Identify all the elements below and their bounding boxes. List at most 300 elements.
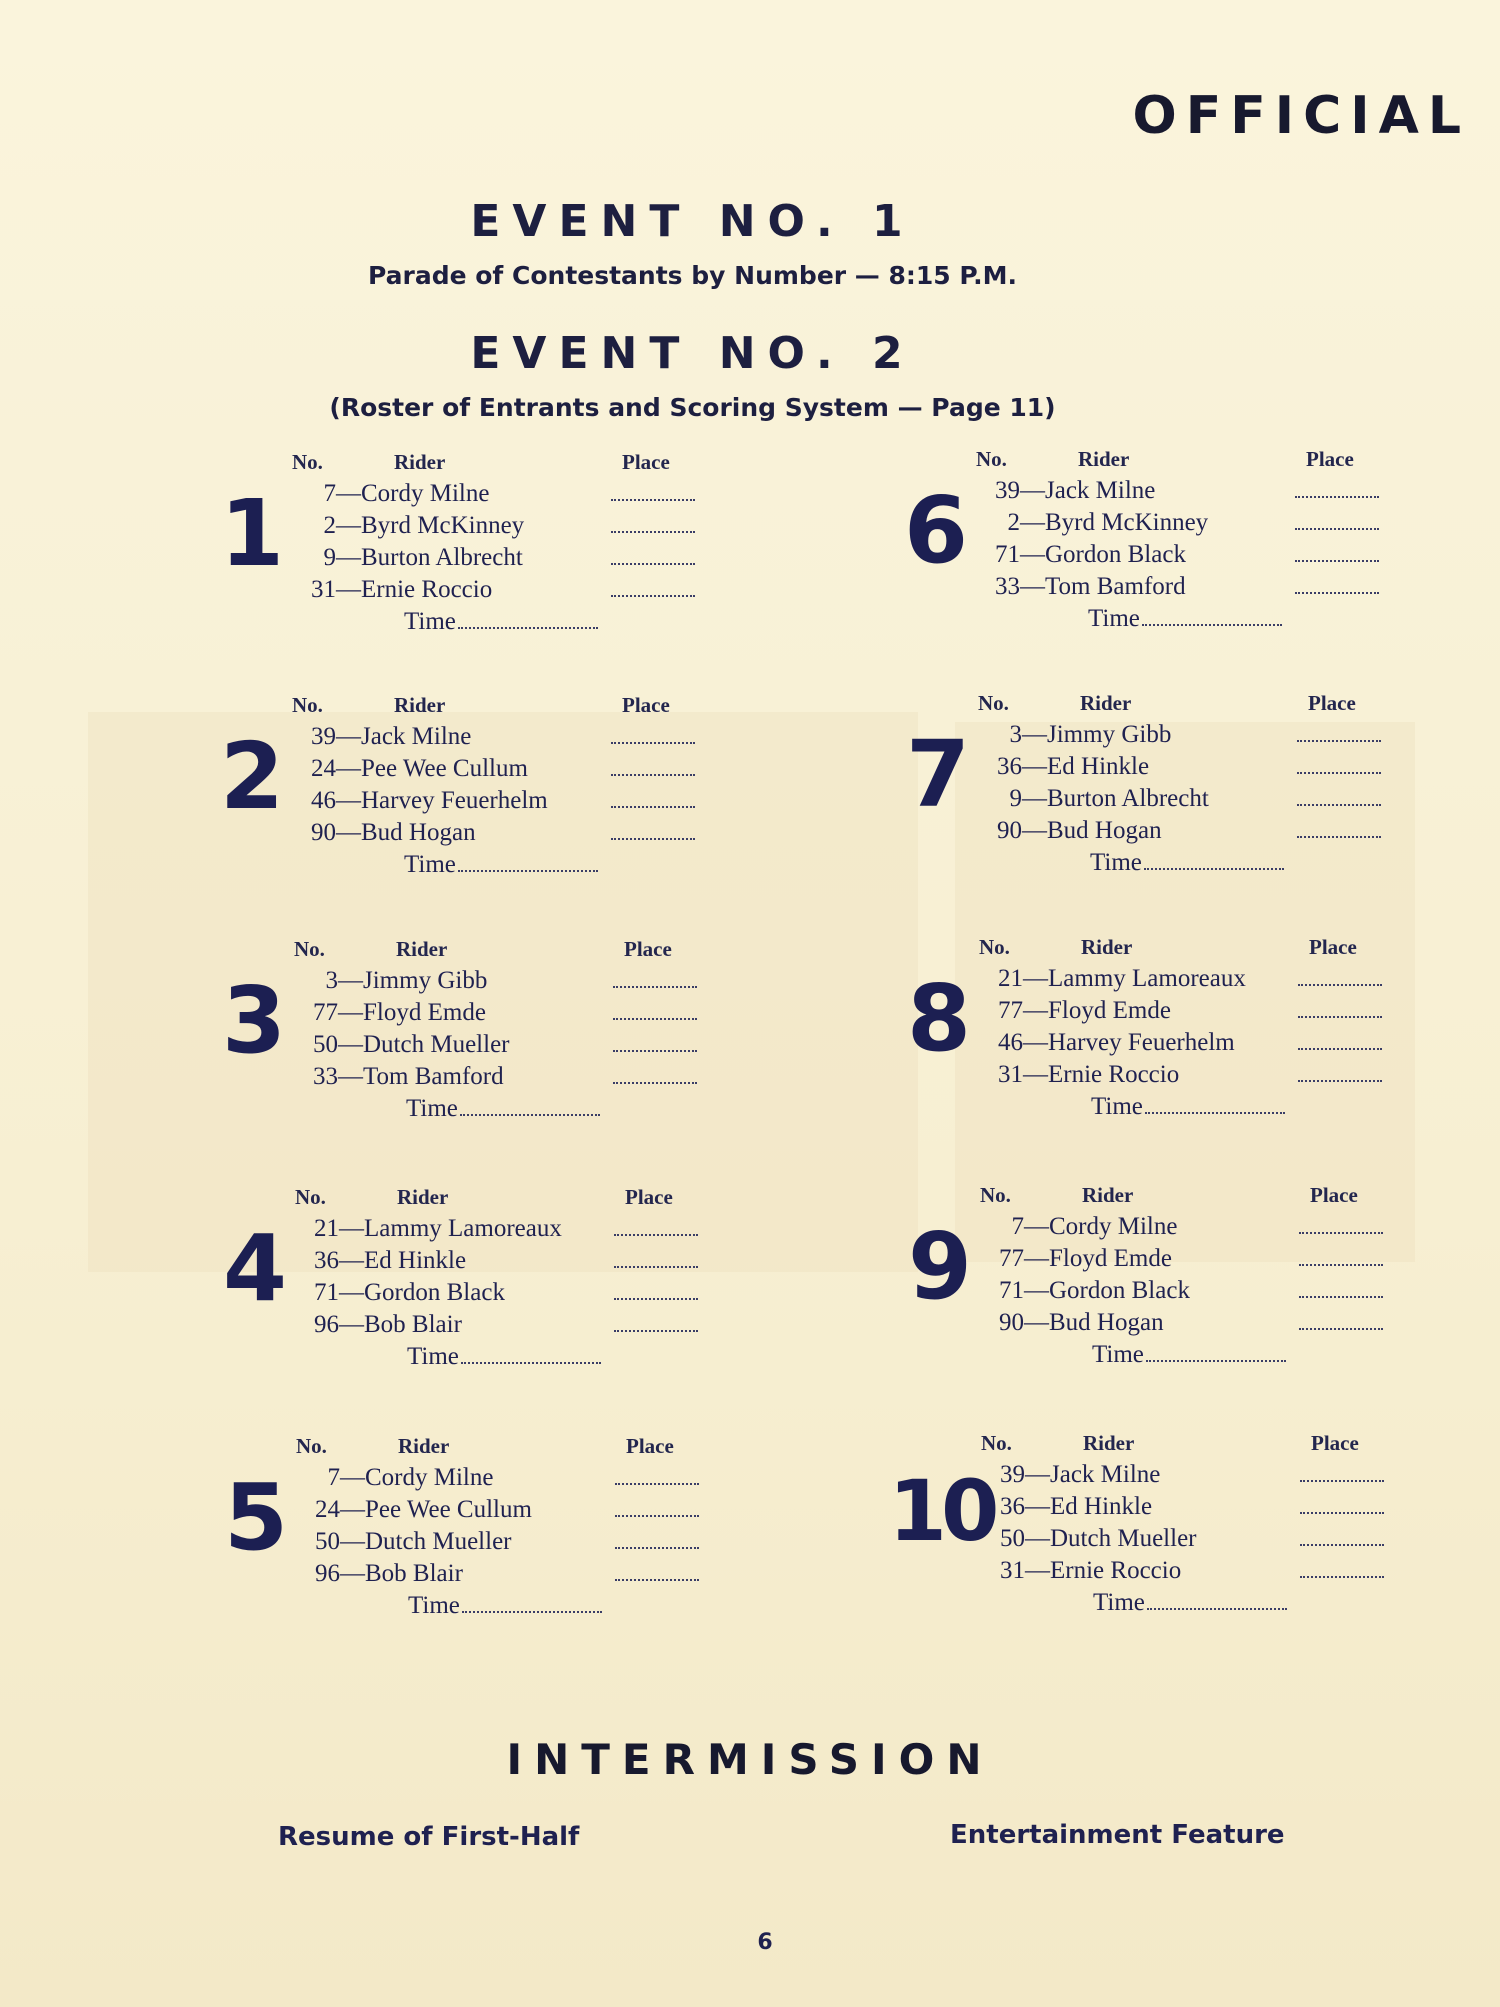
entertainment-feature: Entertainment Feature — [950, 1820, 1285, 1850]
time-label: Time — [406, 1095, 458, 1122]
rider-name: Gordon Black — [364, 1279, 505, 1306]
place-blank — [611, 838, 695, 840]
dash-separator: — — [338, 1031, 363, 1058]
rider-number: 31 — [311, 576, 336, 603]
entry-row — [295, 1245, 715, 1277]
heat-number: 7 — [905, 721, 970, 828]
column-header-rider: Rider — [396, 937, 448, 961]
heat-3 — [214, 937, 784, 1147]
dash-separator: — — [1024, 1213, 1049, 1240]
place-blank — [613, 1018, 697, 1020]
rider-number: 21 — [998, 965, 1023, 992]
place-blank — [611, 499, 695, 501]
place-blank — [1298, 1048, 1382, 1050]
rider-name: Pee Wee Cullum — [361, 755, 528, 782]
entry-row — [292, 721, 712, 753]
place-blank — [1300, 1512, 1384, 1514]
dash-separator: — — [336, 576, 361, 603]
column-header-place: Place — [625, 1185, 673, 1209]
entry-row — [979, 1059, 1399, 1091]
rider-number: 39 — [995, 477, 1020, 504]
dash-separator: — — [1020, 541, 1045, 568]
event-1-header — [0, 196, 1385, 290]
rider-number: 77 — [999, 1245, 1024, 1272]
rider-name: Ernie Roccio — [1050, 1557, 1182, 1584]
column-header-place: Place — [1306, 447, 1354, 471]
rider-name: Bud Hogan — [1047, 817, 1162, 844]
rider-name: Burton Albrecht — [361, 544, 523, 571]
heat-5 — [216, 1434, 786, 1644]
intermission-section — [0, 1735, 1500, 1784]
place-blank — [615, 1483, 699, 1485]
place-blank — [613, 1082, 697, 1084]
dash-separator: — — [336, 512, 361, 539]
rider-name: Jack Milne — [361, 723, 472, 750]
column-header-rider: Rider — [1082, 1183, 1134, 1207]
place-blank — [611, 595, 695, 597]
dash-separator: — — [340, 1528, 365, 1555]
heat-9 — [900, 1183, 1470, 1393]
column-header-no: No. — [980, 1183, 1011, 1207]
heat-2 — [212, 693, 782, 903]
place-blank — [1295, 560, 1379, 562]
rider-number: 9 — [323, 544, 336, 571]
entry-row — [976, 571, 1396, 603]
heat-8 — [899, 935, 1469, 1145]
entry-row — [981, 1523, 1401, 1555]
dash-separator: — — [1024, 1309, 1049, 1336]
place-blank — [1298, 1080, 1382, 1082]
rider-number: 50 — [1000, 1525, 1025, 1552]
rider-number: 71 — [995, 541, 1020, 568]
rider-number: 24 — [315, 1496, 340, 1523]
column-header-rider: Rider — [1078, 447, 1130, 471]
rider-number: 71 — [314, 1279, 339, 1306]
rider-number: 36 — [314, 1247, 339, 1274]
place-blank — [1300, 1480, 1384, 1482]
heat-number: 5 — [223, 1464, 288, 1571]
place-blank — [614, 1330, 698, 1332]
entry-row — [292, 478, 712, 510]
place-blank — [1295, 592, 1379, 594]
rider-number: 36 — [1000, 1493, 1025, 1520]
dash-separator: — — [1023, 965, 1048, 992]
rider-name: Bud Hogan — [1049, 1309, 1164, 1336]
rider-name: Floyd Emde — [1048, 997, 1171, 1024]
entry-row — [976, 507, 1396, 539]
time-row — [292, 606, 712, 638]
rider-name: Harvey Feuerhelm — [1048, 1029, 1235, 1056]
event-2-title: EVENT NO. 2 — [470, 328, 915, 379]
entry-row — [978, 751, 1398, 783]
rider-name: Byrd McKinney — [361, 512, 525, 539]
time-blank — [462, 1610, 602, 1613]
time-row — [981, 1587, 1401, 1619]
rider-number: 39 — [1000, 1461, 1025, 1488]
entry-row — [292, 510, 712, 542]
time-blank — [458, 869, 598, 872]
heat-1 — [212, 450, 782, 660]
event-2-subtitle: (Roster of Entrants and Scoring System — Page 11) — [329, 393, 1056, 422]
heat-10 — [888, 1431, 1471, 1641]
entry-row — [980, 1307, 1400, 1339]
dash-separator: — — [1025, 1557, 1050, 1584]
rider-name: Jack Milne — [1045, 477, 1156, 504]
time-label: Time — [404, 608, 456, 635]
dash-separator: — — [338, 1063, 363, 1090]
rider-number: 33 — [995, 573, 1020, 600]
rider-name: Ed Hinkle — [1050, 1493, 1153, 1520]
entry-row — [292, 817, 712, 849]
place-blank — [611, 563, 695, 565]
place-blank — [615, 1547, 699, 1549]
place-blank — [1299, 1328, 1383, 1330]
rider-number: 7 — [323, 480, 336, 507]
heat-number: 8 — [906, 965, 971, 1072]
time-label: Time — [1091, 1093, 1143, 1120]
place-blank — [613, 1050, 697, 1052]
rider-number: 21 — [314, 1215, 339, 1242]
rider-name: Tom Bamford — [1045, 573, 1186, 600]
rider-number: 2 — [1007, 509, 1020, 536]
rider-name: Gordon Black — [1049, 1277, 1190, 1304]
heat-number: 6 — [903, 477, 968, 584]
official-stamp: OFFICIAL — [1132, 86, 1470, 146]
entry-row — [980, 1243, 1400, 1275]
rider-number: 7 — [1011, 1213, 1024, 1240]
place-blank — [1297, 836, 1381, 838]
place-blank — [1297, 772, 1381, 774]
dash-separator: — — [339, 1279, 364, 1306]
place-blank — [1295, 496, 1379, 498]
rider-number: 24 — [311, 755, 336, 782]
dash-separator: — — [340, 1496, 365, 1523]
place-blank — [1298, 984, 1382, 986]
time-label: Time — [1090, 849, 1142, 876]
column-header-no: No. — [979, 935, 1010, 959]
dash-separator: — — [1020, 477, 1045, 504]
rider-name: Tom Bamford — [363, 1063, 504, 1090]
place-blank — [613, 986, 697, 988]
entry-list — [981, 1459, 1401, 1619]
time-label: Time — [1092, 1341, 1144, 1368]
entry-row — [978, 783, 1398, 815]
column-header-rider: Rider — [394, 693, 446, 717]
time-blank — [460, 1113, 600, 1116]
entry-row — [976, 475, 1396, 507]
rider-number: 33 — [313, 1063, 338, 1090]
place-blank — [1297, 740, 1381, 742]
dash-separator: — — [1023, 997, 1048, 1024]
rider-name: Jack Milne — [1050, 1461, 1161, 1488]
place-blank — [614, 1298, 698, 1300]
entry-row — [294, 997, 714, 1029]
dash-separator: — — [336, 544, 361, 571]
dash-separator: — — [336, 480, 361, 507]
column-header-rider: Rider — [398, 1434, 450, 1458]
rider-name: Ernie Roccio — [1048, 1061, 1180, 1088]
place-blank — [1299, 1296, 1383, 1298]
rider-number: 77 — [998, 997, 1023, 1024]
place-blank — [614, 1234, 698, 1236]
entry-row — [295, 1309, 715, 1341]
column-header-no: No. — [978, 691, 1009, 715]
dash-separator: — — [1025, 1525, 1050, 1552]
dash-separator: — — [336, 819, 361, 846]
dash-separator: — — [338, 967, 363, 994]
column-header-no: No. — [296, 1434, 327, 1458]
entry-row — [294, 965, 714, 997]
rider-name: Burton Albrecht — [1047, 785, 1209, 812]
entry-row — [296, 1558, 716, 1590]
column-header-place: Place — [622, 450, 670, 474]
dash-separator: — — [1023, 1029, 1048, 1056]
heat-number: 9 — [907, 1213, 972, 1320]
column-header-rider: Rider — [394, 450, 446, 474]
heat-4 — [215, 1185, 785, 1395]
column-header-place: Place — [1310, 1183, 1358, 1207]
dash-separator: — — [1023, 1061, 1048, 1088]
dash-separator: — — [336, 755, 361, 782]
place-blank — [1297, 804, 1381, 806]
time-label: Time — [407, 1343, 459, 1370]
rider-name: Ed Hinkle — [1047, 753, 1150, 780]
column-header-no: No. — [976, 447, 1007, 471]
rider-number: 71 — [999, 1277, 1024, 1304]
rider-name: Dutch Mueller — [1050, 1525, 1197, 1552]
rider-number: 3 — [1009, 721, 1022, 748]
rider-name: Cordy Milne — [1049, 1213, 1178, 1240]
entry-row — [292, 574, 712, 606]
time-blank — [1146, 1359, 1286, 1362]
dash-separator: — — [1022, 753, 1047, 780]
event-1-title: EVENT NO. 1 — [470, 196, 915, 247]
dash-separator: — — [1020, 573, 1045, 600]
entry-list — [979, 963, 1399, 1123]
place-blank — [1295, 528, 1379, 530]
column-header-place: Place — [624, 937, 672, 961]
time-blank — [458, 626, 598, 629]
entry-list — [980, 1211, 1400, 1371]
place-blank — [1299, 1264, 1383, 1266]
entry-row — [296, 1494, 716, 1526]
place-blank — [615, 1579, 699, 1581]
rider-name: Gordon Black — [1045, 541, 1186, 568]
dash-separator: — — [336, 787, 361, 814]
dash-separator: — — [1024, 1277, 1049, 1304]
rider-number: 46 — [998, 1029, 1023, 1056]
rider-name: Pee Wee Cullum — [365, 1496, 532, 1523]
entry-row — [976, 539, 1396, 571]
column-header-no: No. — [295, 1185, 326, 1209]
time-row — [296, 1590, 716, 1622]
rider-number: 9 — [1009, 785, 1022, 812]
place-blank — [611, 806, 695, 808]
entry-row — [292, 542, 712, 574]
time-label: Time — [404, 851, 456, 878]
column-header-rider: Rider — [1080, 691, 1132, 715]
column-header-place: Place — [1309, 935, 1357, 959]
column-header-no: No. — [292, 693, 323, 717]
time-row — [979, 1091, 1399, 1123]
rider-name: Bob Blair — [364, 1311, 462, 1338]
rider-number: 3 — [325, 967, 338, 994]
dash-separator: — — [1024, 1245, 1049, 1272]
rider-number: 46 — [311, 787, 336, 814]
rider-name: Ernie Roccio — [361, 576, 493, 603]
entry-list — [294, 965, 714, 1125]
entry-row — [294, 1061, 714, 1093]
dash-separator: — — [1022, 817, 1047, 844]
dash-separator: — — [340, 1464, 365, 1491]
rider-name: Lammy Lamoreaux — [364, 1215, 562, 1242]
rider-number: 77 — [313, 999, 338, 1026]
time-label: Time — [1093, 1589, 1145, 1616]
rider-name: Cordy Milne — [361, 480, 490, 507]
column-header-place: Place — [626, 1434, 674, 1458]
entry-row — [980, 1211, 1400, 1243]
time-row — [980, 1339, 1400, 1371]
dash-separator: — — [339, 1247, 364, 1274]
entry-row — [296, 1462, 716, 1494]
column-header-place: Place — [622, 693, 670, 717]
place-blank — [1300, 1544, 1384, 1546]
rider-number: 96 — [315, 1560, 340, 1587]
place-blank — [614, 1266, 698, 1268]
rider-number: 90 — [311, 819, 336, 846]
column-header-no: No. — [981, 1431, 1012, 1455]
rider-name: Jimmy Gibb — [1047, 721, 1172, 748]
heat-number: 2 — [219, 723, 284, 830]
heat-number: 10 — [888, 1462, 994, 1560]
column-header-place: Place — [1308, 691, 1356, 715]
entry-list — [976, 475, 1396, 635]
rider-number: 31 — [1000, 1557, 1025, 1584]
time-row — [292, 849, 712, 881]
rider-name: Lammy Lamoreaux — [1048, 965, 1246, 992]
entry-row — [295, 1277, 715, 1309]
column-header-rider: Rider — [1081, 935, 1133, 959]
place-blank — [1298, 1016, 1382, 1018]
rider-name: Dutch Mueller — [365, 1528, 512, 1555]
entry-row — [978, 815, 1398, 847]
place-blank — [611, 774, 695, 776]
time-blank — [1145, 1111, 1285, 1114]
page-number: 6 — [757, 1930, 773, 1955]
heat-number: 4 — [222, 1215, 287, 1322]
rider-number: 50 — [315, 1528, 340, 1555]
place-blank — [611, 531, 695, 533]
rider-name: Byrd McKinney — [1045, 509, 1209, 536]
entry-row — [980, 1275, 1400, 1307]
rider-name: Ed Hinkle — [364, 1247, 467, 1274]
entry-row — [979, 1027, 1399, 1059]
entry-row — [981, 1555, 1401, 1587]
heat-number: 3 — [221, 967, 286, 1074]
time-row — [295, 1341, 715, 1373]
rider-number: 90 — [997, 817, 1022, 844]
time-blank — [1142, 623, 1282, 626]
place-blank — [1299, 1232, 1383, 1234]
heat-6 — [896, 447, 1466, 657]
rider-name: Bud Hogan — [361, 819, 476, 846]
entry-row — [979, 963, 1399, 995]
dash-separator: — — [1022, 785, 1047, 812]
entry-list — [295, 1213, 715, 1373]
rider-name: Bob Blair — [365, 1560, 463, 1587]
entry-row — [296, 1526, 716, 1558]
heat-number: 1 — [219, 480, 284, 587]
dash-separator: — — [339, 1311, 364, 1338]
place-blank — [611, 742, 695, 744]
dash-separator: — — [1022, 721, 1047, 748]
rider-name: Floyd Emde — [363, 999, 486, 1026]
heat-7 — [898, 691, 1468, 901]
resume-first-half: Resume of First-Half — [278, 1822, 580, 1852]
rider-name: Jimmy Gibb — [363, 967, 488, 994]
event-2-header — [0, 328, 1385, 422]
place-blank — [1300, 1576, 1384, 1578]
rider-name: Harvey Feuerhelm — [361, 787, 548, 814]
time-label: Time — [1088, 605, 1140, 632]
rider-number: 36 — [997, 753, 1022, 780]
entry-row — [295, 1213, 715, 1245]
rider-number: 96 — [314, 1311, 339, 1338]
rider-number: 39 — [311, 723, 336, 750]
dash-separator: — — [338, 999, 363, 1026]
time-row — [978, 847, 1398, 879]
time-blank — [461, 1361, 601, 1364]
entry-row — [292, 785, 712, 817]
dash-separator: — — [336, 723, 361, 750]
entry-list — [292, 721, 712, 881]
column-header-rider: Rider — [397, 1185, 449, 1209]
column-header-rider: Rider — [1083, 1431, 1135, 1455]
time-row — [976, 603, 1396, 635]
rider-name: Dutch Mueller — [363, 1031, 510, 1058]
rider-number: 50 — [313, 1031, 338, 1058]
time-label: Time — [408, 1592, 460, 1619]
entry-row — [981, 1459, 1401, 1491]
time-row — [294, 1093, 714, 1125]
column-header-no: No. — [294, 937, 325, 961]
column-header-no: No. — [292, 450, 323, 474]
dash-separator: — — [340, 1560, 365, 1587]
entry-row — [292, 753, 712, 785]
dash-separator: — — [1020, 509, 1045, 536]
intermission-title: INTERMISSION — [506, 1735, 994, 1784]
entry-row — [981, 1491, 1401, 1523]
rider-number: 31 — [998, 1061, 1023, 1088]
rider-name: Floyd Emde — [1049, 1245, 1172, 1272]
entry-row — [294, 1029, 714, 1061]
rider-number: 2 — [323, 512, 336, 539]
place-blank — [615, 1515, 699, 1517]
entry-list — [292, 478, 712, 638]
rider-number: 90 — [999, 1309, 1024, 1336]
dash-separator: — — [1025, 1461, 1050, 1488]
rider-name: Cordy Milne — [365, 1464, 494, 1491]
entry-row — [979, 995, 1399, 1027]
entry-row — [978, 719, 1398, 751]
time-blank — [1147, 1607, 1287, 1610]
column-header-place: Place — [1311, 1431, 1359, 1455]
entry-list — [296, 1462, 716, 1622]
rider-number: 7 — [327, 1464, 340, 1491]
dash-separator: — — [339, 1215, 364, 1242]
time-blank — [1144, 867, 1284, 870]
dash-separator: — — [1025, 1493, 1050, 1520]
